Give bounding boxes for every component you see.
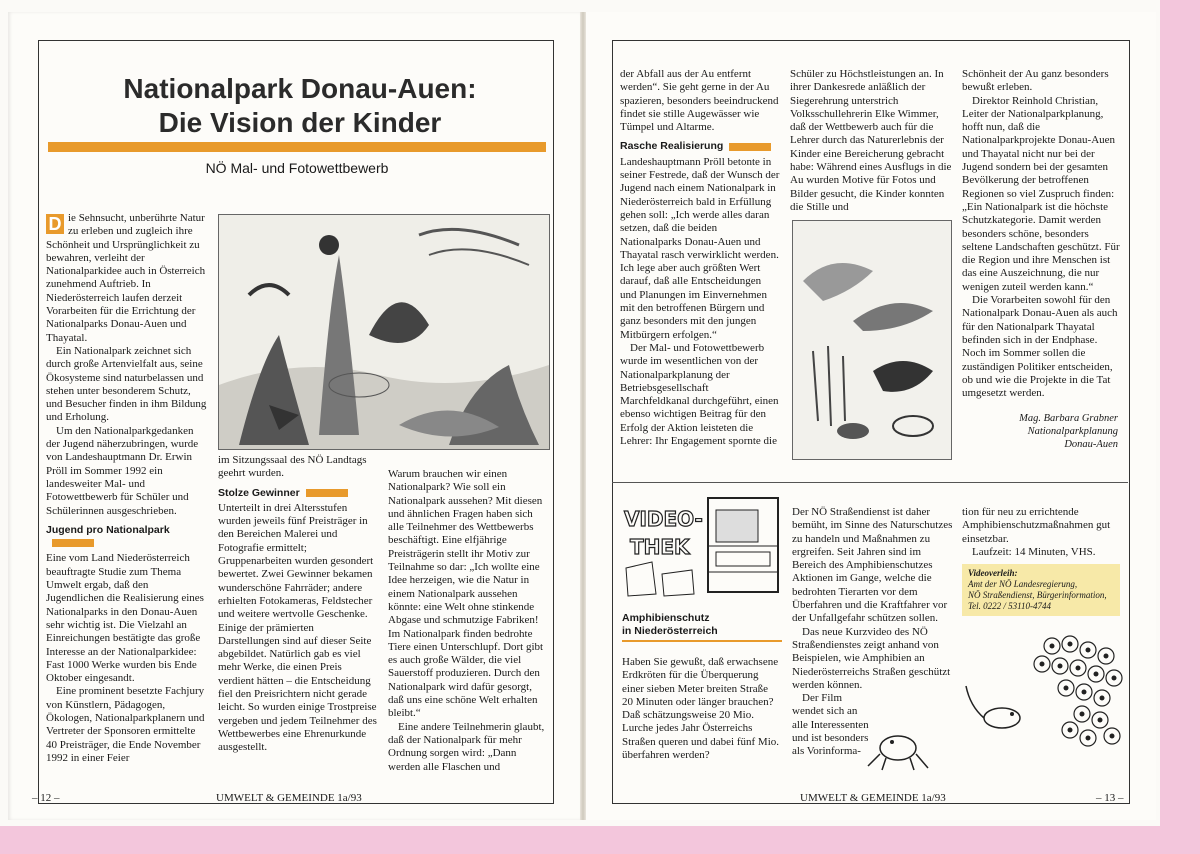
videothek-title: Amphibienschutz in Niederösterreich	[622, 612, 718, 637]
title-bar	[48, 142, 546, 152]
video-rental-infobox: Videoverleih: Amt der NÖ Landesregierung, NÖ Straßendienst, Bürgerinformation, Tel. 0222 / 53110-4744	[962, 564, 1120, 616]
paragraph: Eine andere Teilnehmerin glaubt, daß der Nationalpark für mehr Ordnung sorgen wird: „Dann werden alle Flaschen und	[388, 720, 545, 773]
subheading-stolze: Stolze Gewinner	[218, 487, 378, 500]
paragraph: Der Mal- und Fotowettbewerb wurde im wesentlichen von der Nationalparkplanung der Betriebsgesellschaft Marchfeldkanal durchgeführt, einen ebenso wichtigen Beitrag für den Erfolg der Aktion leisteten die Lehrer: Ihr Engagement spornte die	[620, 341, 779, 448]
videothek-col-3	[962, 506, 1122, 559]
paragraph: Der NÖ Straßendienst ist daher bemüht, im Sinne des Naturschutzes zu handeln und Maßnahmen zu ergreifen. Seit Jahren sind im Bereich des Amphibienschutzes Aktionen im Gange, welche die bedrohten Tierarten vor dem Überfahren und die Kraftfahrer vor der Unfallgefahr schützen sollen.	[792, 506, 953, 625]
children-painting-illustration	[218, 214, 550, 450]
subheading-rasche: Rasche Realisierung	[620, 140, 780, 153]
paragraph: im Sitzungssaal des NÖ Landtags geehrt wurden.	[218, 454, 367, 480]
frogspawn-illustration	[962, 626, 1126, 776]
paragraph: der Abfall aus der Au entfernt werden“. Sie geht gerne in der Au spazieren, besonders beeindruckend findet sie stille Augewässer wie Tümpel und Altarme.	[620, 68, 779, 134]
right-page	[586, 12, 1156, 820]
footer-magazine-left: UMWELT & GEMEINDE 1a/93	[216, 792, 362, 804]
videothek-logo	[622, 498, 704, 598]
section-divider	[612, 482, 1128, 483]
title-line-1: Nationalpark Donau-Auen:	[123, 73, 477, 104]
right-col-2	[790, 68, 952, 214]
paragraph: Um den Nationalparkgedanken der Jugend näherzubringen, wurde von Landeshauptmann Dr. Erwin Pröll im Sommer 1992 ein landesweiter Mal- und Fotowettbewerb für Schüler und Schülerinnen ausgeschrieben.	[46, 424, 199, 517]
videothek-title-rule	[622, 640, 782, 642]
paragraph: Eine prominent besetzte Fachjury von Künstlern, Pädagogen, Ökologen, Nationalparkplanern und Vertreter der Sponsoren ermittelte 40 Preisträger, die Ende November 1992 in einer Feier	[46, 685, 205, 764]
paragraph: Direktor Reinhold Christian, Leiter der Nationalparkplanung, hofft nun, daß die Nationalparkprojekte Donau-Auen und Thayatal nicht nur bei der Jugend sondern bei der gesamten Bevölkerung der betroffenen Regionen so viel Zuspruch finden: „Ein Nationalpark ist die höchste Schutzkategorie. Damit werden besonders schöne, besonders seltene Landschaften geschützt. Für die Region und ihre Menschen ist das eine Auszeichnung, die nur wenigen zuteil werden kann.“	[962, 94, 1120, 293]
paragraph: Die Vorarbeiten sowohl für den Nationalpark Donau-Auen als auch für den Nationalpark Thayatal befinden sich in der Endphase. Noch im Sommer sollen die zuständigen Politiker entscheiden, ob und wie die Projekte in die Tat umgesetzt werden.	[962, 294, 1118, 400]
page-number-left: – 12 –	[32, 792, 60, 804]
paragraph: Schönheit der Au ganz besonders bewußt erleben.	[962, 68, 1109, 94]
paragraph: Das neue Kurzvideo des NÖ Straßendienstes zeigt anhand von Beispielen, wie Amphibien an Niederösterreichs Straßen geschützt werden können.	[792, 625, 951, 691]
videothek-col-1	[622, 656, 780, 762]
paragraph: ie Sehnsucht, unberührte Natur zu erleben und zugleich ihre Schönheit und Ursprünglichkeit zu bewahren, verleiht der Nationalparkidee auch in Österreich zunehmend Auftrieb. In Niederösterreich laufen derzeit Vorarbeiten für die Errichtung der Nationalparks Donau-Auen und Thayatal.	[46, 212, 206, 344]
frog-illustration	[864, 714, 934, 774]
paragraph: Haben Sie gewußt, daß erwachsene Erdkröten für die Überquerung einer sieben Meter breiten Straße 20 Minuten oder länger brauchen? Daß schätzungsweise 20 Mio. Lurche jedes Jahr Österreichs Straßen queren und dabei fünf Mio. überfahren werden?	[622, 656, 780, 762]
videothek-logo-line-2: THEK	[630, 535, 690, 559]
paragraph: Landeshauptmann Pröll betonte in seiner Festrede, daß der Wunsch der Jugend nach einem Nationalpark in Niederösterreich bald in Erfüllung gehen soll: „Ich werde alles daran setzen, daß die beiden Nationalparks Donau-Auen und Thayatal rasch verwirklicht werden. Ich lege aber auch größten Wert darauf, daß alle Entscheidungen und Planungen im Einvernehmen mit den betroffenen Bürgern und ganz besonders mit den jungen Mitbürgern erfolgen.“	[620, 155, 780, 341]
paragraph: Warum brauchen wir einen Nationalpark? Wie soll ein Nationalpark aussehen? Mit diesen und ähnlichen Fragen haben sich alle Teilnehmer des Wettbewerbs beschäftigt. Eine elfjährige Preisträgerin stellt ihr Motiv zur Teilnahme so dar: „Ich wollte eine Idee herzeigen, wie die Natur in einem Nationalpark aussehen könnte: eine Welt ohne stinkende Abgase und schmutzige Fabriken! Im Nationalpark finden bedrohte Tiere einen Unterschlupf. Dort gibt es auch große Wälder, die viel Sauerstoff produzieren. Durch den Nationalpark wird dafür gesorgt, daß uns eine schöne Welt erhalten bleibt.“	[388, 468, 544, 720]
right-col-3	[962, 68, 1122, 400]
article-title	[90, 72, 510, 140]
paragraph: Ein Nationalpark zeichnet sich durch große Artenvielfalt aus, seine Ökosysteme sind naturbelassen und stehen unter besonderem Schutz, und Besucher finden in ihm Bildung und Erholung.	[46, 344, 207, 424]
left-col-2	[218, 454, 378, 755]
title-line-2: Die Vision der Kinder	[158, 107, 442, 138]
children-drawing-illustration	[792, 220, 952, 460]
right-col-1	[620, 68, 780, 448]
author-signature: Mag. Barbara Grabner Nationalparkplanung Donau-Auen	[1019, 413, 1118, 450]
paragraph: tion für neu zu errichtende Amphibienschutzmaßnahmen gut einsetzbar.	[962, 506, 1111, 545]
paragraph: Laufzeit: 14 Minuten, VHS.	[972, 545, 1096, 558]
pink-border-bottom	[0, 826, 1200, 854]
videothek-logo-line-1: VIDEO-	[624, 507, 703, 531]
paragraph: Unterteilt in drei Altersstufen wurden jeweils fünf Preisträger in den Bereichen Malerei und Fotografie ermittelt; Gruppenarbeiten wurden gesondert bewertet. Zwei Gewinner bekamen wunderschöne Fahrräder; andere erhielten Fotokameras, Feldstecher und weitere wertvolle Geschenke. Einige der prämierten Darstellungen sind auf dieser Seite abgebildet. Natürlich gab es viel mehr Werke, die einen Preis verdient hätten – die Entscheidung fiel den Preisrichtern nicht gerade leicht. So wurden einige Trostpreise vergeben und jedem Teilnehmer des Wettbewerbes eine Ehrenurkunde ausgestellt.	[218, 501, 377, 754]
subheading-jugend: Jugend pro Nationalpark	[46, 524, 208, 551]
left-col-1	[46, 212, 208, 765]
dropcap: D	[46, 214, 64, 234]
paragraph: Eine vom Land Niederösterreich beauftragte Studie zum Thema Umwelt ergab, daß den Jugendlichen die Realisierung eines Nationalparks in den Donau-Auen sehr wichtig ist. Die Vielzahl an Einreichungen bestätigte das große Interesse an der Nationalparkidee: Fast 1000 Werke wurden bis Ende Oktober eingesandt.	[46, 552, 204, 685]
subtitle: NÖ Mal- und Fotowettbewerb	[205, 160, 389, 176]
left-col-3	[388, 468, 548, 774]
paragraph: Schüler zu Höchstleistungen an. In ihrer Dankesrede anläßlich der Siegerehrung unterstrich Volksschullehrerin Elke Wimmer, daß der Wettbewerb auch für die Lehrer durch das Naturerlebnis der Kinder eine Bereicherung gebracht habe: Während eines Ausflugs in die Au wurden Motive für Fotos und Bilder gesucht, die Kinder konnten die Stille und	[790, 68, 952, 213]
pink-border-right	[1160, 0, 1200, 854]
left-page	[8, 12, 580, 820]
page-number-right: – 13 –	[1096, 792, 1124, 804]
tv-shelf-icon	[706, 496, 782, 596]
paragraph: Der Film wendet sich an alle Interessenten und ist besonders als Vorinforma-	[792, 692, 869, 758]
footer-magazine-right: UMWELT & GEMEINDE 1a/93	[800, 792, 946, 804]
